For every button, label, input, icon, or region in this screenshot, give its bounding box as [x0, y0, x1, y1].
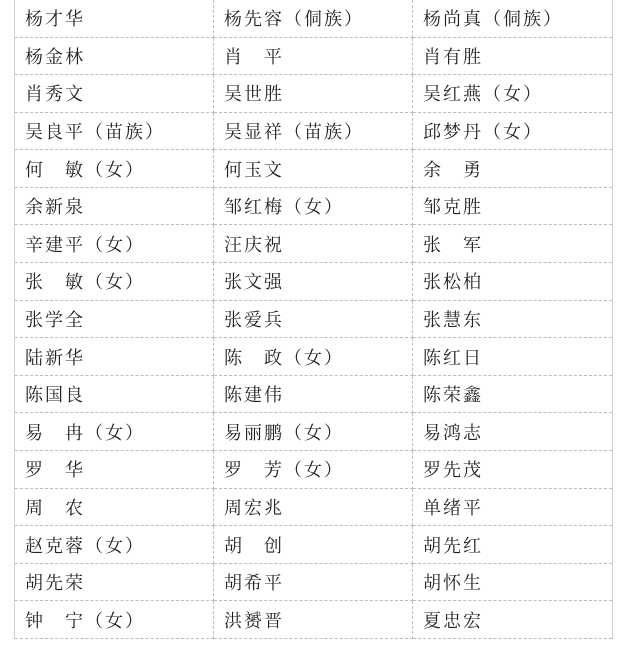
name-cell: 胡先荣 [15, 563, 214, 601]
name-cell: 张松柏 [413, 263, 613, 301]
table-row [15, 187, 613, 225]
name-cell: 周宏兆 [214, 488, 413, 526]
name-cell: 杨尚真（侗族） [413, 0, 613, 37]
name-cell: 辛建平（女） [15, 225, 214, 263]
name-cell: 胡怀生 [413, 563, 613, 601]
name-cell: 何 敏（女） [15, 150, 214, 188]
table-row [15, 150, 613, 188]
name-cell: 罗 芳（女） [214, 451, 413, 489]
name-list-table [14, 0, 613, 639]
name-list-body [15, 0, 613, 639]
name-cell: 陈 政（女） [214, 338, 413, 376]
table-row [15, 488, 613, 526]
table-row [15, 601, 613, 639]
name-cell: 肖有胜 [413, 37, 613, 75]
name-cell: 吴世胜 [214, 75, 413, 113]
name-cell: 吴红燕（女） [413, 75, 613, 113]
name-cell: 邹克胜 [413, 187, 613, 225]
name-cell: 张学全 [15, 300, 214, 338]
name-cell: 罗 华 [15, 451, 214, 489]
name-cell: 张慧东 [413, 300, 613, 338]
name-cell: 单绪平 [413, 488, 613, 526]
name-cell: 杨金林 [15, 37, 214, 75]
name-cell: 胡希平 [214, 563, 413, 601]
name-cell: 陈荣鑫 [413, 375, 613, 413]
table-row [15, 526, 613, 564]
name-cell: 张 敏（女） [15, 263, 214, 301]
name-cell: 夏忠宏 [413, 601, 613, 639]
name-cell: 张文强 [214, 263, 413, 301]
table-row [15, 375, 613, 413]
name-cell: 吴显祥（苗族） [214, 112, 413, 150]
table-row [15, 413, 613, 451]
table-row [15, 563, 613, 601]
table-row [15, 112, 613, 150]
table-row [15, 300, 613, 338]
name-cell: 肖 平 [214, 37, 413, 75]
table-row [15, 451, 613, 489]
table-row [15, 75, 613, 113]
name-cell: 钟 宁（女） [15, 601, 214, 639]
table-row [15, 37, 613, 75]
name-cell: 易丽鹏（女） [214, 413, 413, 451]
name-cell: 杨先容（侗族） [214, 0, 413, 37]
name-cell: 陈国良 [15, 375, 214, 413]
name-cell: 易鸿志 [413, 413, 613, 451]
name-cell: 张爱兵 [214, 300, 413, 338]
name-cell: 周 农 [15, 488, 214, 526]
name-cell: 洪赟晋 [214, 601, 413, 639]
table-row [15, 263, 613, 301]
name-cell: 邹红梅（女） [214, 187, 413, 225]
name-cell: 邱梦丹（女） [413, 112, 613, 150]
table-row [15, 225, 613, 263]
name-cell: 胡先红 [413, 526, 613, 564]
name-cell: 赵克蓉（女） [15, 526, 214, 564]
name-cell: 吴良平（苗族） [15, 112, 214, 150]
name-cell: 张 军 [413, 225, 613, 263]
name-cell: 胡 创 [214, 526, 413, 564]
name-cell: 汪庆祝 [214, 225, 413, 263]
name-cell: 罗先茂 [413, 451, 613, 489]
name-cell: 陆新华 [15, 338, 214, 376]
name-cell: 何玉文 [214, 150, 413, 188]
name-cell: 杨才华 [15, 0, 214, 37]
name-cell: 陈红日 [413, 338, 613, 376]
table-row [15, 0, 613, 37]
name-cell: 肖秀文 [15, 75, 214, 113]
table-row [15, 338, 613, 376]
name-cell: 余 勇 [413, 150, 613, 188]
name-cell: 余新泉 [15, 187, 214, 225]
name-cell: 易 冉（女） [15, 413, 214, 451]
name-cell: 陈建伟 [214, 375, 413, 413]
